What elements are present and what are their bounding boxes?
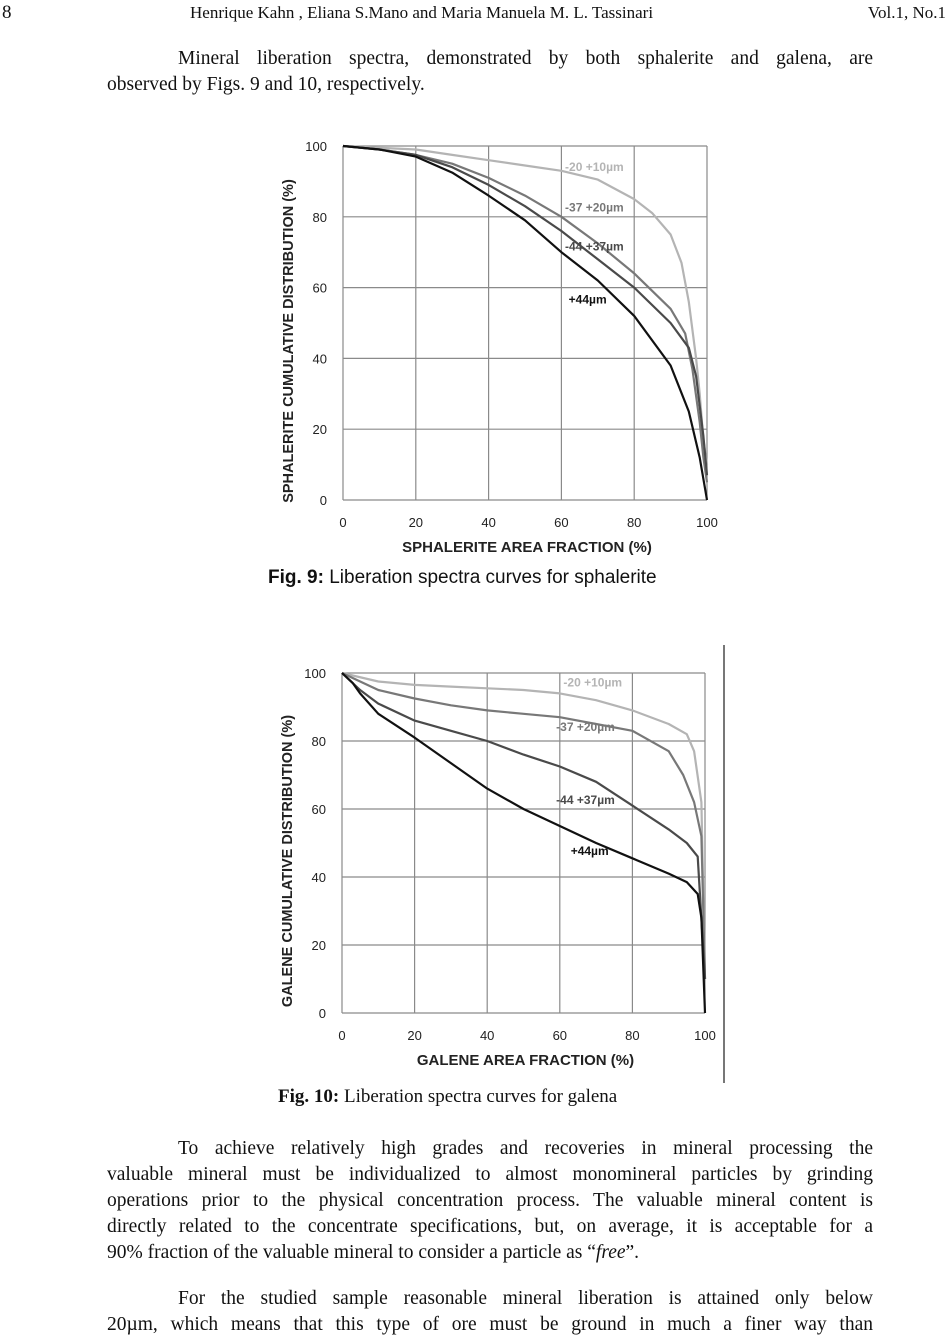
fig9-x-tick-label: 80 — [626, 515, 642, 530]
paragraph-2-line-5-start: 90% fraction of the valuable mineral to consider a particle as “ — [107, 1242, 596, 1263]
paragraph-2 — [107, 1136, 873, 1266]
fig9-series-label: -20 +10µm — [565, 159, 624, 174]
fig10-x-tick-label: 0 — [338, 1028, 346, 1043]
fig10-y-tick-label: 40 — [311, 870, 326, 885]
fig10-series-line-1 — [342, 673, 705, 979]
fig10-x-tick-label: 100 — [694, 1028, 716, 1043]
fig10-y-tick-label: 100 — [304, 666, 326, 681]
figure-10-caption-label: Fig. 10: — [278, 1086, 340, 1107]
figure-9-caption-text: Liberation spectra curves for sphalerite — [329, 567, 657, 588]
fig9-x-tick-label: 100 — [696, 515, 718, 530]
fig10-series-line-0 — [342, 673, 705, 979]
fig9-series-label: -44 +37µm — [565, 239, 624, 254]
figure-10-right-rule — [723, 645, 725, 1083]
paragraph-2-line-2: valuable mineral must be individualized to almost monomineral particles by grinding — [107, 1164, 873, 1185]
paragraph-3-line-1: For the studied sample reasonable mineral liberation is attained only below — [178, 1288, 873, 1309]
fig9-y-tick-label: 20 — [312, 422, 327, 438]
figure-9-caption-label: Fig. 9: — [268, 567, 324, 588]
fig10-x-tick-label: 80 — [625, 1028, 640, 1043]
fig10-x-axis-title: GALENE AREA FRACTION (%) — [416, 1052, 635, 1069]
fig10-y-tick-label: 0 — [318, 1006, 326, 1021]
paragraph-2-line-4: directly related to the concentrate specifications, but, on average, it is acceptable for a — [107, 1216, 873, 1237]
fig10-series-label: -37 +20µm — [556, 719, 615, 734]
fig10-series-label: +44µm — [570, 843, 609, 858]
fig10-series-line-2 — [342, 673, 705, 979]
paragraph-2-line-5 — [107, 1240, 873, 1266]
fig9-y-tick-label: 0 — [319, 493, 327, 508]
page-number: 8 — [2, 2, 12, 23]
fig9-y-tick-label: 60 — [312, 280, 327, 296]
fig9-series-label: +44µm — [568, 292, 607, 307]
intro-line-1: Mineral liberation spectra, demonstrated by both sphalerite and galena, are — [178, 48, 873, 69]
fig9-y-tick-label: 40 — [312, 351, 327, 367]
paragraph-3-line-2: 20µm, which means that this type of ore must be ground in much a finer way than — [107, 1314, 873, 1335]
paragraph-2-line-1: To achieve relatively high grades and recoveries in mineral processing the — [178, 1138, 873, 1159]
fig9-series-label: -37 +20µm — [565, 200, 624, 215]
fig10-y-axis-title: GALENE CUMULATIVE DISTRIBUTION (%) — [280, 714, 296, 1008]
fig9-x-tick-label: 0 — [339, 515, 347, 530]
figure-10-caption-text: Liberation spectra curves for galena — [343, 1086, 618, 1107]
header-authors: Henrique Kahn , Eliana S.Mano and Maria Manuela M. L. Tassinari — [190, 3, 654, 22]
fig9-y-tick-label: 100 — [305, 139, 327, 154]
fig9-y-axis-title: SPHALERITE CUMULATIVE DISTRIBUTION (%) — [281, 179, 297, 503]
fig10-x-tick-label: 20 — [407, 1028, 422, 1043]
fig9-y-tick-label: 80 — [312, 209, 327, 225]
fig9-x-tick-label: 20 — [408, 515, 424, 530]
header-volume: Vol.1, No.1 — [867, 3, 946, 22]
fig10-series-label: -44 +37µm — [556, 792, 615, 807]
paragraph-2-line-5-end: ”. — [625, 1242, 640, 1263]
fig10-y-tick-label: 80 — [311, 734, 326, 749]
fig10-x-tick-label: 40 — [479, 1028, 495, 1043]
fig10-y-tick-label: 60 — [311, 802, 326, 817]
paragraph-3 — [107, 1286, 873, 1338]
fig9-x-tick-label: 40 — [481, 515, 496, 530]
fig10-series-line-3 — [342, 673, 705, 1013]
fig9-x-tick-label: 60 — [554, 515, 569, 530]
free-word: free — [595, 1242, 626, 1263]
fig10-x-tick-label: 60 — [552, 1028, 568, 1043]
fig10-series-label: -20 +10µm — [563, 675, 623, 690]
paragraph-2-line-3: operations prior to the physical concentration process. The valuable mineral content is — [107, 1190, 873, 1211]
fig10-y-tick-label: 20 — [311, 938, 326, 953]
figure-10-caption — [278, 1086, 617, 1108]
intro-line-2: observed by Figs. 9 and 10, respectively. — [107, 74, 425, 95]
fig9-x-axis-title: SPHALERITE AREA FRACTION (%) — [402, 539, 652, 556]
